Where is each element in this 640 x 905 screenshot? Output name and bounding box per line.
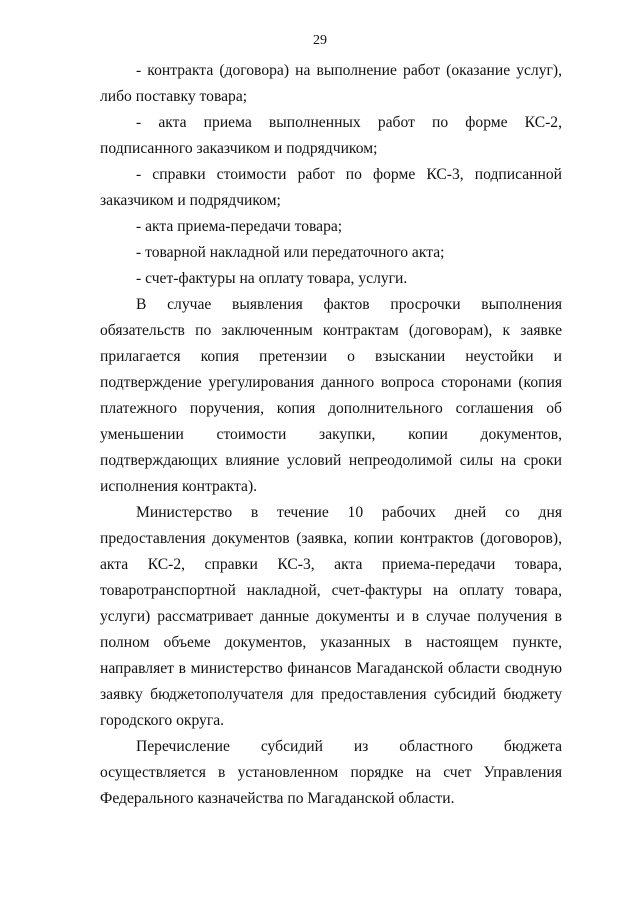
paragraph-ministry-review: Министерство в течение 10 рабочих дней со дня предоставления документов (заявка, копии контрактов (договоров), акта КС-2, справки КС-3, акта приема-передачи товара, товаротранспортной накладной, счет-фактуры на оплату товара, услуги) рассматривает данные документы и в случае получения в полном объеме документов, указанных в настоящем пункте, направляет в министерство финансов Магаданской области сводную заявку бюджетополучателя для предоставления субсидий бюджету городского округа. [100,504,562,729]
paragraph-overdue-obligations: В случае выявления фактов просрочки выполнения обязательств по заключенным контрактам (договорам), к заявке прилагается копия претензии о взыскании неустойки и подтверждение урегулирования данного вопроса сторонами (копия платежного поручения, копия дополнительного соглашения об уменьшении стоимости закупки, копии документов, подтверждающих влияние условий непреодолимой силы на сроки исполнения контракта). [100,296,562,495]
paragraph-subsidy-transfer: Перечисление субсидий из областного бюджета осуществляется в установленном порядке на счет Управления Федерального казначейства по Магаданской области. [100,738,562,807]
list-item: - акта приема выполненных работ по форме КС-2, подписанного заказчиком и подрядчиком; [100,114,562,157]
list-item: - товарной накладной или передаточного акта; [136,244,445,261]
list-item: - контракта (договора) на выполнение работ (оказание услуг), либо поставку товара; [100,62,562,105]
page-number: 29 [313,33,327,48]
page-body [100,58,562,812]
list-item: - акта приема-передачи товара; [136,218,343,235]
list-item: - справки стоимости работ по форме КС-3, подписанной заказчиком и подрядчиком; [100,166,562,209]
list-item: - счет-фактуры на оплату товара, услуги. [136,270,408,287]
